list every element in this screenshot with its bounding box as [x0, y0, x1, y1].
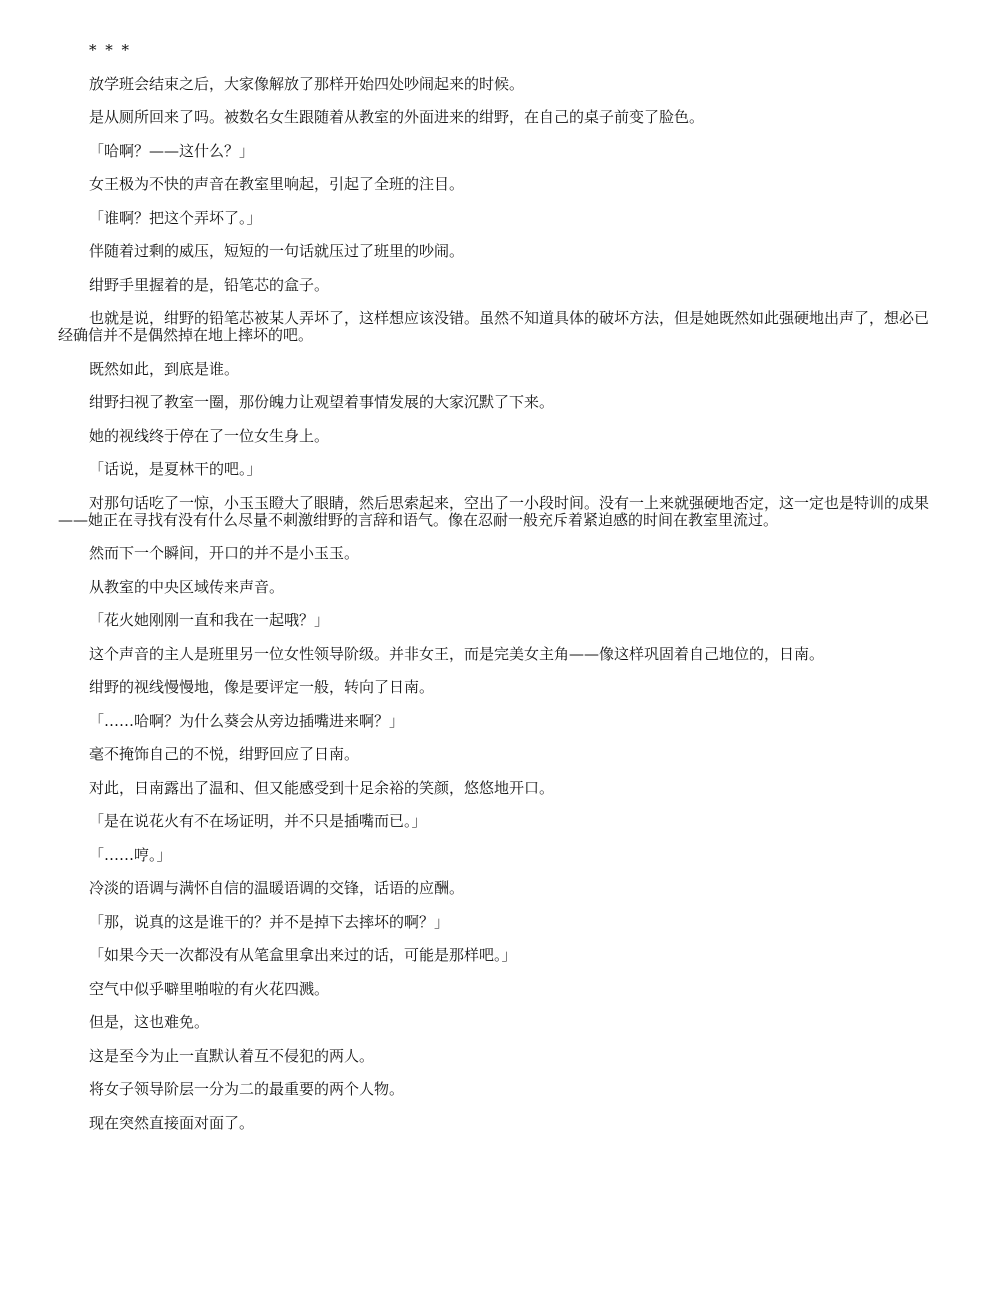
- paragraph: 绀野的视线慢慢地，像是要评定一般，转向了日南。: [89, 678, 435, 696]
- section-separator: * * *: [89, 41, 132, 59]
- paragraph: 但是，这也难免。: [89, 1013, 210, 1031]
- paragraph: 从教室的中央区域传来声音。: [89, 577, 285, 596]
- paragraph: 「花火她刚刚一直和我在一起哦？」: [89, 611, 330, 629]
- paragraph: 既然如此，到底是谁。: [89, 359, 240, 378]
- document-page: [58, 42, 942, 1148]
- body-text: [58, 76, 942, 1132]
- paragraph: 「是在说花火有不在场证明，并不只是插嘴而已。」: [89, 812, 427, 830]
- paragraph: 放学班会结束之后，大家像解放了那样开始四处吵闹起来的时候。: [89, 74, 525, 93]
- paragraph: 将女子领导阶层一分为二的最重要的两个人物。: [89, 1080, 405, 1098]
- paragraph: 「话说，是夏林干的吧。」: [89, 460, 262, 478]
- paragraph: 毫不掩饰自己的不悦，绀野回应了日南。: [89, 745, 360, 763]
- paragraph: 对那句话吃了一惊，小玉玉瞪大了眼睛，然后思索起来，空出了一小段时间。没有一上来就强硬地否定，这一定也是特训的成果——她正在寻找有没有什么尽量不刺激绀野的言辞和语气。像在忍耐一般充斥着紧迫感的时间在教室里流过。: [58, 493, 930, 529]
- paragraph: 她的视线终于停在了一位女生身上。: [89, 426, 330, 445]
- paragraph: 是从厕所回来了吗。被数名女生跟随着从教室的外面进来的绀野，在自己的桌子前变了脸色。: [89, 108, 705, 126]
- paragraph: 「……哈啊？为什么葵会从旁边插嘴进来啊？」: [89, 711, 405, 730]
- paragraph: 「那，说真的这是谁干的？并不是掉下去摔坏的啊？」: [89, 912, 450, 931]
- paragraph: 「如果今天一次都没有从笔盒里拿出来过的话，可能是那样吧。」: [89, 946, 517, 964]
- paragraph: 「哈啊？——这什么？」: [89, 141, 255, 160]
- paragraph: 绀野手里握着的是，铅笔芯的盒子。: [89, 275, 330, 294]
- paragraph: 也就是说，绀野的铅笔芯被某人弄坏了，这样想应该没错。虽然不知道具体的破坏方法，但是她既然如此强硬地出声了，想必已经确信并不是偶然掉在地上摔坏的吧。: [58, 309, 930, 344]
- paragraph: 这是至今为止一直默认着互不侵犯的两人。: [89, 1046, 375, 1065]
- paragraph: 冷淡的语调与满怀自信的温暖语调的交锋，话语的应酬。: [89, 879, 465, 897]
- paragraph: 女王极为不快的声音在教室里响起，引起了全班的注目。: [89, 175, 465, 193]
- paragraph: 对此，日南露出了温和、但又能感受到十足余裕的笑颜，悠悠地开口。: [89, 778, 555, 797]
- paragraph: 现在突然直接面对面了。: [89, 1113, 255, 1132]
- paragraph: 这个声音的主人是班里另一位女性领导阶级。并非女王，而是完美女主角——像这样巩固着自己地位的，日南。: [89, 644, 825, 663]
- paragraph: 空气中似乎噼里啪啦的有火花四溅。: [89, 979, 330, 998]
- paragraph: 伴随着过剩的威压，短短的一句话就压过了班里的吵闹。: [89, 242, 465, 260]
- paragraph: 「……哼。」: [89, 845, 172, 864]
- paragraph: 绀野扫视了教室一圈，那份魄力让观望着事情发展的大家沉默了下来。: [89, 393, 555, 411]
- paragraph: 然而下一个瞬间，开口的并不是小玉玉。: [89, 544, 360, 562]
- paragraph: 「谁啊？把这个弄坏了。」: [89, 208, 262, 227]
